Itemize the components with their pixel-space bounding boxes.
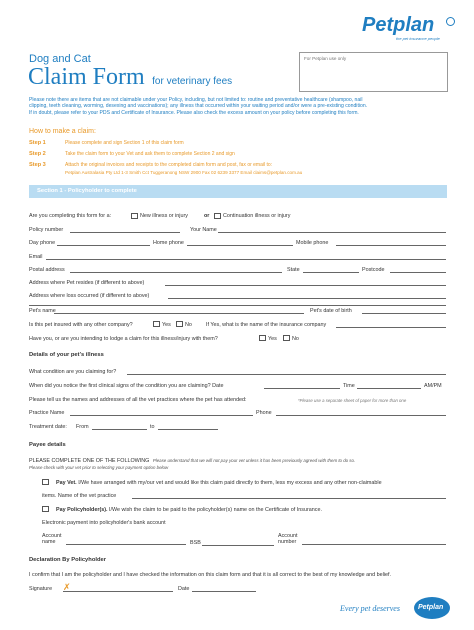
claims-address: Petplan Australasia Pty Ltd 1-3 Smith Cct Tuggeranong NSW 2900 Fax 02 6239 3377 Email claims@petplan.com.au bbox=[65, 170, 303, 175]
pay-holder-label: Pay Policyholder(s). bbox=[56, 507, 108, 513]
step-3-text: Attach the original invoices and receipts to the completed claim form and post, fax or email to: bbox=[65, 162, 273, 168]
logo-tagline: the pet insurance people bbox=[396, 36, 440, 41]
address-extra-line[interactable] bbox=[29, 305, 446, 306]
step-3-label: Step 3 bbox=[29, 162, 46, 168]
intro-line-3: If in doubt, please refer to your PDS and Certificate of Insurance. Please also check the excess amount on your policy before completing this form. bbox=[29, 109, 359, 116]
pets-name-label: Pet's name bbox=[29, 308, 56, 314]
completing-for-label: Are you completing this form for a: bbox=[29, 213, 112, 219]
lodged-yes-checkbox[interactable] bbox=[259, 335, 266, 341]
postcode-label: Postcode bbox=[362, 267, 385, 273]
lodged-no-label: No bbox=[292, 336, 299, 342]
email-field[interactable] bbox=[46, 259, 446, 260]
condition-label: What condition are you claiming for? bbox=[29, 369, 117, 375]
postcode-field[interactable] bbox=[390, 272, 446, 273]
first-signs-label: When did you notice the first clinical signs of the condition you are claiming? Date bbox=[29, 383, 224, 389]
declaration-text: I confirm that I am the policyholder and I have checked the information on this claim form and that it is all correct to the best of my knowledge and belief. bbox=[29, 572, 391, 578]
pets-name-field[interactable] bbox=[54, 313, 304, 314]
pet-address-field[interactable] bbox=[165, 285, 446, 286]
signature-label: Signature bbox=[29, 586, 53, 592]
postal-address-label: Postal address bbox=[29, 267, 65, 273]
signature-star-icon: ✗ bbox=[63, 582, 71, 592]
practice-name-field[interactable] bbox=[70, 415, 253, 416]
insured-no-checkbox[interactable] bbox=[176, 321, 183, 327]
treatment-to-field[interactable] bbox=[158, 429, 218, 430]
treatment-from-label: From bbox=[76, 424, 89, 430]
account-name-line-2: name bbox=[42, 539, 56, 545]
day-phone-field[interactable] bbox=[57, 245, 150, 246]
your-name-field[interactable] bbox=[218, 232, 446, 233]
separate-sheet-note: *Please use a separate sheet of paper for more than one bbox=[298, 398, 407, 403]
insured-other-label: Is this pet insured with any other company? bbox=[29, 322, 133, 328]
pay-vet-row bbox=[56, 480, 382, 486]
section-1-title: Section 1 - Policyholder to complete bbox=[37, 188, 137, 194]
account-number-line-1: Account bbox=[278, 533, 298, 539]
account-number-field[interactable] bbox=[302, 544, 446, 545]
account-name-label bbox=[42, 533, 61, 545]
if-yes-company-label: If Yes, what is the name of the insurance company bbox=[206, 322, 327, 328]
insured-yes-label: Yes bbox=[162, 322, 171, 328]
illness-heading: Details of your pet's illness bbox=[29, 352, 104, 358]
declaration-date-label: Date bbox=[178, 586, 190, 592]
signature-field[interactable] bbox=[63, 591, 173, 592]
mobile-phone-field[interactable] bbox=[336, 245, 446, 246]
logo-circle-icon bbox=[446, 17, 455, 26]
state-label: State bbox=[287, 267, 300, 273]
step-2-label: Step 2 bbox=[29, 151, 46, 157]
pay-vet-label: Pay Vet. bbox=[56, 480, 77, 486]
home-phone-label: Home phone bbox=[153, 240, 184, 246]
how-to-heading: How to make a claim: bbox=[29, 128, 96, 135]
step-2-text: Take the claim form to your Vet and ask them to complete Section 2 and sign bbox=[65, 151, 235, 157]
vet-practice-name-field[interactable] bbox=[132, 498, 446, 499]
pet-address-label: Address where Pet resides (if different to above) bbox=[29, 280, 145, 286]
office-use-box bbox=[299, 52, 448, 92]
insured-no-label: No bbox=[185, 322, 192, 328]
continuation-label: Continuation illness or injury bbox=[223, 213, 291, 219]
intro-line-2: clipping, teeth cleaning, worming, desexing and vaccinations); any illness that occurred within your waiting period and/or were a pre-existing condition. bbox=[29, 103, 368, 110]
account-name-field[interactable] bbox=[66, 544, 186, 545]
lodged-before-label: Have you, or are you intending to lodge a claim for this illness/injury with them? bbox=[29, 336, 218, 342]
state-field[interactable] bbox=[303, 272, 359, 273]
vet-practices-label: Please tell us the names and addresses of all the vet practices where the pet has attended: bbox=[29, 397, 247, 403]
complete-one-label bbox=[29, 458, 355, 464]
pay-holder-text: I/We wish the claim to be paid to the policyholder(s) name on the Certificate of Insurance. bbox=[109, 507, 322, 513]
account-number-line-2: number bbox=[278, 539, 297, 545]
practice-name-label: Practice Name bbox=[29, 410, 65, 416]
continuation-checkbox[interactable] bbox=[214, 213, 221, 219]
loss-address-label: Address where loss occurred (if different to above) bbox=[29, 293, 150, 299]
lodged-no-checkbox[interactable] bbox=[283, 335, 290, 341]
new-illness-label: New illness or injury bbox=[140, 213, 188, 219]
policy-number-field[interactable] bbox=[70, 232, 180, 233]
petplan-logo bbox=[362, 14, 462, 46]
logo-brand: Petplan bbox=[362, 14, 435, 36]
page-title bbox=[28, 64, 232, 91]
policy-number-label: Policy number bbox=[29, 227, 64, 233]
insured-yes-checkbox[interactable] bbox=[153, 321, 160, 327]
pay-holder-row bbox=[56, 507, 322, 513]
account-name-line-1: Account bbox=[42, 533, 62, 539]
bsb-field[interactable] bbox=[202, 545, 274, 546]
pets-dob-field[interactable] bbox=[362, 313, 446, 314]
account-number-label bbox=[278, 533, 297, 545]
payee-note-1: Please understand that we will not pay your vet unless it has been previously agreed with them to do so. bbox=[152, 458, 356, 463]
vet-practice-name-label: items. Name of the vet practice bbox=[42, 493, 117, 499]
pre-title: Dog and Cat bbox=[29, 53, 91, 65]
first-signs-date-field[interactable] bbox=[264, 388, 340, 389]
section-1-bar bbox=[29, 185, 447, 198]
footer-logo-text: Petplan bbox=[418, 604, 444, 611]
home-phone-field[interactable] bbox=[187, 245, 293, 246]
step-1-text: Please complete and sign Section 1 of this claim form bbox=[65, 140, 184, 146]
ampm-label: AM/PM bbox=[424, 383, 442, 389]
intro-text bbox=[29, 97, 449, 116]
insurance-company-field[interactable] bbox=[336, 327, 446, 328]
new-illness-checkbox[interactable] bbox=[131, 213, 138, 219]
practice-phone-field[interactable] bbox=[276, 415, 446, 416]
payee-note-2: Please check with your vet prior to selecting your payment option below bbox=[29, 465, 169, 470]
postal-address-field[interactable] bbox=[70, 272, 282, 273]
lodged-yes-label: Yes bbox=[268, 336, 277, 342]
treatment-to-label: to bbox=[150, 424, 155, 430]
pets-dob-label: Pet's date of birth bbox=[310, 308, 352, 314]
or-label: or bbox=[204, 213, 210, 219]
loss-address-field[interactable] bbox=[168, 298, 446, 299]
footer-slogan: Every pet deserves bbox=[340, 604, 400, 613]
electronic-payment-label: Electronic payment into policyholder's bank account bbox=[42, 520, 166, 526]
step-1-label: Step 1 bbox=[29, 140, 46, 146]
declaration-date-field[interactable] bbox=[192, 591, 256, 592]
time-label: Time bbox=[343, 383, 355, 389]
intro-line-1: Please note there are items that are not claimable under your Policy, including, but not limited to: routine and preventative healthcare (shampoo, nail bbox=[29, 97, 363, 103]
time-field[interactable] bbox=[357, 388, 421, 389]
email-label: Email bbox=[29, 254, 43, 260]
treatment-date-label: Treatment date: bbox=[29, 424, 67, 430]
condition-field[interactable] bbox=[127, 374, 446, 375]
day-phone-label: Day phone bbox=[29, 240, 56, 246]
pay-holder-checkbox[interactable] bbox=[42, 506, 49, 512]
practice-phone-label: Phone bbox=[256, 410, 272, 416]
treatment-from-field[interactable] bbox=[92, 429, 147, 430]
pay-vet-text: I/We have arranged with my/our vet and would like this claim paid directly to them, less my excess and any other non-claimable bbox=[78, 480, 382, 486]
footer-logo-badge bbox=[414, 597, 450, 619]
declaration-heading: Declaration By Policyholder bbox=[29, 557, 106, 563]
complete-one-text: PLEASE COMPLETE ONE OF THE FOLLOWING bbox=[29, 458, 150, 464]
your-name-label: Your Name bbox=[190, 227, 217, 233]
mobile-phone-label: Mobile phone bbox=[296, 240, 329, 246]
bsb-label: BSB bbox=[190, 540, 201, 546]
title-suffix: for veterinary fees bbox=[152, 76, 233, 87]
office-use-label: For Petplan use only bbox=[304, 56, 347, 61]
pay-vet-checkbox[interactable] bbox=[42, 479, 49, 485]
payee-heading: Payee details bbox=[29, 442, 66, 448]
title-main: Claim Form bbox=[28, 64, 145, 90]
